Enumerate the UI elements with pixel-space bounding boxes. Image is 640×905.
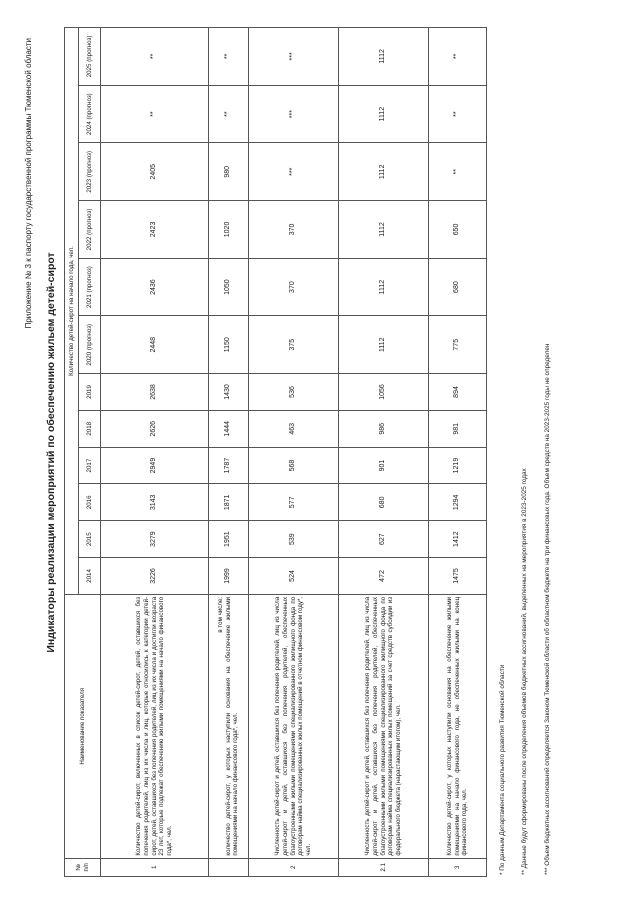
footnote-3: *** Объем бюджетных ассигнований определяется Законом Тюменской области об областном бюджете на три финансовых года. Объем средств на 2023-2025 годы не определен <box>543 343 551 875</box>
value-cell: 3226 <box>101 558 209 595</box>
value-cell: 1112 <box>339 258 429 316</box>
indicator-name-cell <box>429 594 487 858</box>
value-cell: 1294 <box>429 484 487 521</box>
value-cell: 1444 <box>209 410 249 447</box>
value-cell: 1112 <box>339 28 429 86</box>
header-year: 2018 <box>79 410 101 447</box>
value-cell: 370 <box>249 201 339 259</box>
table-body <box>101 28 487 877</box>
footnote-2: ** Данные будут сформированы после определения объемов бюджетных ассигнований, выделенных на мероприятия в 2023-2025 годах <box>521 468 529 875</box>
value-cell: 568 <box>249 447 339 484</box>
value-cell: 536 <box>249 374 339 411</box>
value-cell: 3279 <box>101 521 209 558</box>
value-cell: 1999 <box>209 558 249 595</box>
value-cell: 627 <box>339 521 429 558</box>
header-year: 2024 (прогноз) <box>79 85 101 143</box>
value-cell: 370 <box>249 258 339 316</box>
indicator-name-cell <box>339 594 429 858</box>
footnotes <box>500 344 567 875</box>
appendix-note: Приложение № 3 к паспорту государственной программы Тюменской области <box>24 38 33 329</box>
header-year: 2020 (прогноз) <box>79 316 101 374</box>
indicator-name: количество детей-сирот, у которых наступили основания на обеспечение жилыми помещениями на начало финансового года*, чел. <box>224 596 240 856</box>
value-cell: ** <box>101 28 209 86</box>
value-cell: 577 <box>249 484 339 521</box>
value-cell: ** <box>429 85 487 143</box>
value-cell: 524 <box>249 558 339 595</box>
value-cell: 894 <box>429 374 487 411</box>
value-cell: 2638 <box>101 374 209 411</box>
header-group: Количество детей-сирот на начало года, чел. <box>65 28 79 595</box>
value-cell: 1475 <box>429 558 487 595</box>
header-year: 2014 <box>79 558 101 595</box>
value-cell: 775 <box>429 316 487 374</box>
value-cell: ** <box>429 28 487 86</box>
value-cell: ** <box>101 85 209 143</box>
footnote-1: * По данным Департамента социального развития Тюменской области <box>499 664 506 875</box>
value-cell: 1112 <box>339 316 429 374</box>
value-cell: 3143 <box>101 484 209 521</box>
value-cell: 2949 <box>101 447 209 484</box>
row-number: 3 <box>429 858 487 876</box>
value-cell: 980 <box>209 143 249 201</box>
value-cell: 2423 <box>101 201 209 259</box>
value-cell: 680 <box>339 484 429 521</box>
header-year: 2015 <box>79 521 101 558</box>
value-cell: 375 <box>249 316 339 374</box>
indicator-name: Количество детей-сирот, включенных в список детей-сирот, детей, оставшихся без попечения родителей, лиц из их числа и лиц, которые относились к категории детей-сирот, детей, оставшихся без попечения родителей, лиц из их числа и достигли возраста 23 лет, которые подлежат обеспечению жилыми помещениями на начало финансового года*, чел. <box>135 596 174 856</box>
value-cell: *** <box>249 28 339 86</box>
value-cell: 1056 <box>339 374 429 411</box>
including-label: в том числе: <box>216 596 224 633</box>
value-cell: ** <box>429 143 487 201</box>
indicators-table <box>64 27 487 877</box>
indicator-name-cell <box>249 594 339 858</box>
header-no: № п/п <box>65 858 101 876</box>
value-cell: 539 <box>249 521 339 558</box>
value-cell: 1112 <box>339 143 429 201</box>
indicator-name: Численность детей-сирот и детей, оставшихся без попечения родителей, лиц из числа детей-сирот и детей, оставшихся без попечения родителей, обеспеченных благоустроенными жилыми помещениями специализированного жилищного фонда по договорам найма специализированных жилых помещений в отчетном финансовом году*, чел. <box>274 596 313 856</box>
header-year: 2025 (прогноз) <box>79 28 101 86</box>
value-cell: 650 <box>429 201 487 259</box>
document-title: Индикаторы реализации мероприятий по обеспечению жильем детей-сирот <box>45 252 57 653</box>
value-cell: ** <box>209 28 249 86</box>
row-number: 2.1 <box>339 858 429 876</box>
value-cell: 2626 <box>101 410 209 447</box>
value-cell: 981 <box>429 410 487 447</box>
indicator-name: Количество детей-сирот, у которых наступили основания на обеспечение жилыми помещениями на начало финансового года, не обеспеченных жилыми на конец финансового года, чел. <box>445 596 469 856</box>
value-cell: 2448 <box>101 316 209 374</box>
value-cell: 1430 <box>209 374 249 411</box>
value-cell: *** <box>249 143 339 201</box>
value-cell: 1150 <box>209 316 249 374</box>
value-cell: 2405 <box>101 143 209 201</box>
value-cell: 1112 <box>339 201 429 259</box>
header-year: 2017 <box>79 447 101 484</box>
header-year: 2022 (прогноз) <box>79 201 101 259</box>
indicator-name-cell <box>101 594 209 858</box>
value-cell: 463 <box>249 410 339 447</box>
value-cell: 1951 <box>209 521 249 558</box>
value-cell: 1050 <box>209 258 249 316</box>
table-row <box>339 28 429 877</box>
value-cell: 1412 <box>429 521 487 558</box>
table-row <box>249 28 339 877</box>
header-year: 2023 (прогноз) <box>79 143 101 201</box>
header-name: Наименование показателя <box>65 594 101 858</box>
header-year: 2016 <box>79 484 101 521</box>
table-row <box>429 28 487 877</box>
header-year: 2021 (прогноз) <box>79 258 101 316</box>
value-cell: 901 <box>339 447 429 484</box>
value-cell: 472 <box>339 558 429 595</box>
row-number: 1 <box>101 858 209 876</box>
indicator-name-cell <box>209 594 249 858</box>
value-cell: 1219 <box>429 447 487 484</box>
table-row <box>101 28 209 877</box>
value-cell: 1112 <box>339 85 429 143</box>
row-number: 2 <box>249 858 339 876</box>
value-cell: *** <box>249 85 339 143</box>
indicator-name: Численность детей-сирот и детей, оставшихся без попечения родителей, лиц из числа детей-сирот и детей, оставшихся без попечения родителей, обеспеченных благоустроенными жилыми помещениями специализированного жилищного фонда по договорам найма специализированных жилых помещений за счет средств субсидии из федерального бюджета (нарастающим итогом), чел. <box>364 596 403 856</box>
value-cell: 1787 <box>209 447 249 484</box>
value-cell: 986 <box>339 410 429 447</box>
header-year: 2019 <box>79 374 101 411</box>
row-number <box>209 858 249 876</box>
value-cell: 1871 <box>209 484 249 521</box>
value-cell: 680 <box>429 258 487 316</box>
value-cell: ** <box>209 85 249 143</box>
value-cell: 1020 <box>209 201 249 259</box>
value-cell: 2436 <box>101 258 209 316</box>
table-row <box>209 28 249 877</box>
